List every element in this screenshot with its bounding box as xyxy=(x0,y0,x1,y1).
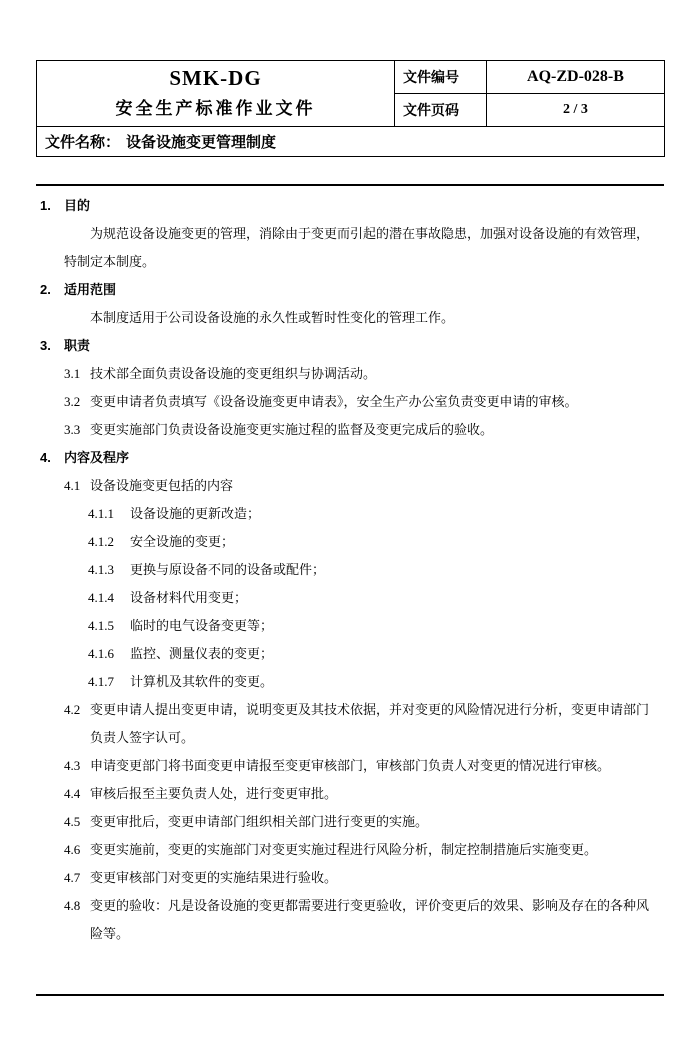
item-number: 4.1.1 xyxy=(88,506,114,521)
list-item xyxy=(64,780,660,808)
item-number: 4.3 xyxy=(64,758,81,773)
item-number: 4.4 xyxy=(64,786,81,801)
sub-list-item xyxy=(88,612,660,640)
document-header-table xyxy=(36,60,665,157)
item-text: 设备设施变更包括的内容 xyxy=(90,478,234,493)
item-number: 4.1 xyxy=(64,478,81,493)
item-text: 技术部全面负责设备设施的变更组织与协调活动。 xyxy=(90,366,377,381)
item-number: 4.1.6 xyxy=(88,646,114,661)
item-number: 4.5 xyxy=(64,814,81,829)
doc-number-label: 文件编号 xyxy=(395,61,487,94)
section-heading-row xyxy=(40,192,660,220)
sub-list-item xyxy=(88,500,660,528)
item-text: 更换与原设备不同的设备或配件； xyxy=(130,562,326,577)
item-text: 变更审批后，变更申请部门组织相关部门进行变更的实施。 xyxy=(90,814,429,829)
sub-list-item xyxy=(88,668,660,696)
item-text: 监控、测量仪表的变更； xyxy=(130,646,274,661)
item-text: 申请变更部门将书面变更申请报至变更审核部门，审核部门负责人对变更的情况进行审核。 xyxy=(90,758,611,773)
item-text: 变更申请人提出变更申请，说明变更及其技术依据，并对变更的风险情况进行分析，变更申请部门负责人签字认可。 xyxy=(90,702,650,745)
list-item xyxy=(64,360,660,388)
section-scope xyxy=(40,276,660,332)
item-number: 3.3 xyxy=(64,422,81,437)
doc-title-label: 文件名称： xyxy=(45,134,121,151)
list-item xyxy=(64,836,660,864)
item-text: 设备设施的更新改造； xyxy=(130,506,261,521)
sub-list-item xyxy=(88,556,660,584)
section-number: 3. xyxy=(40,338,51,353)
section-number: 1. xyxy=(40,198,51,213)
org-title-cell xyxy=(37,61,395,127)
document-body xyxy=(36,186,664,948)
item-number: 4.8 xyxy=(64,898,81,913)
item-text: 安全设施的变更； xyxy=(130,534,235,549)
section-heading: 适用范围 xyxy=(64,282,117,297)
section-heading-row xyxy=(40,332,660,360)
sub-list-item xyxy=(88,528,660,556)
item-text: 变更申请者负责填写《设备设施变更申请表》，安全生产办公室负责变更申请的审核。 xyxy=(90,394,578,409)
item-text: 变更实施部门负责设备设施变更实施过程的监督及变更完成后的验收。 xyxy=(90,422,494,437)
list-item xyxy=(64,808,660,836)
section-responsibilities xyxy=(40,332,660,444)
paragraph: 为规范设备设施变更的管理，消除由于变更而引起的潜在事故隐患，加强对设备设施的有效管理，特制定本制度。 xyxy=(64,226,650,269)
item-text: 变更审核部门对变更的实施结果进行验收。 xyxy=(90,870,338,885)
item-text: 变更的验收：凡是设备设施的变更都需要进行变更验收，评价变更后的效果、影响及存在的各种风险等。 xyxy=(90,898,650,941)
section-heading: 目的 xyxy=(64,198,91,213)
list-item xyxy=(64,752,660,780)
item-number: 4.1.3 xyxy=(88,562,114,577)
item-text: 审核后报至主要负责人处，进行变更审批。 xyxy=(90,786,338,801)
page-number-label: 文件页码 xyxy=(395,94,487,127)
section-heading-row xyxy=(40,276,660,304)
item-text: 变更实施前，变更的实施部门对变更实施过程进行风险分析，制定控制措施后实施变更。 xyxy=(90,842,598,857)
footer-divider xyxy=(36,994,664,996)
doc-type-title: 安全生产标准作业文件 xyxy=(115,99,316,118)
item-number: 4.2 xyxy=(64,702,81,717)
sub-list-item xyxy=(88,640,660,668)
item-number: 4.7 xyxy=(64,870,81,885)
org-code: SMK-DG xyxy=(169,66,262,90)
item-text: 临时的电气设备变更等； xyxy=(130,618,274,633)
section-number: 4. xyxy=(40,450,51,465)
list-item xyxy=(64,472,660,500)
paragraph: 本制度适用于公司设备设施的永久性或暂时性变化的管理工作。 xyxy=(90,310,455,325)
item-number: 4.1.2 xyxy=(88,534,114,549)
list-item xyxy=(64,696,660,752)
item-number: 3.2 xyxy=(64,394,81,409)
item-number: 4.1.4 xyxy=(88,590,114,605)
item-number: 4.6 xyxy=(64,842,81,857)
item-text: 设备材料代用变更； xyxy=(130,590,248,605)
item-text: 计算机及其软件的变更。 xyxy=(130,674,274,689)
sub-list-item xyxy=(88,584,660,612)
list-item xyxy=(64,388,660,416)
item-number: 4.1.5 xyxy=(88,618,114,633)
doc-title-cell xyxy=(37,127,665,157)
section-heading: 内容及程序 xyxy=(64,450,130,465)
document-page xyxy=(0,60,700,996)
page-number-value: 2 / 3 xyxy=(487,94,665,127)
item-number: 3.1 xyxy=(64,366,81,381)
list-item xyxy=(64,892,660,948)
item-number: 4.1.7 xyxy=(88,674,114,689)
doc-number-value: AQ-ZD-028-B xyxy=(487,61,665,94)
section-content-procedure xyxy=(40,444,660,948)
list-item xyxy=(64,416,660,444)
section-heading: 职责 xyxy=(64,338,91,353)
section-purpose xyxy=(40,192,660,276)
section-number: 2. xyxy=(40,282,51,297)
list-item xyxy=(64,864,660,892)
doc-title: 设备设施变更管理制度 xyxy=(126,134,277,151)
section-heading-row xyxy=(40,444,660,472)
